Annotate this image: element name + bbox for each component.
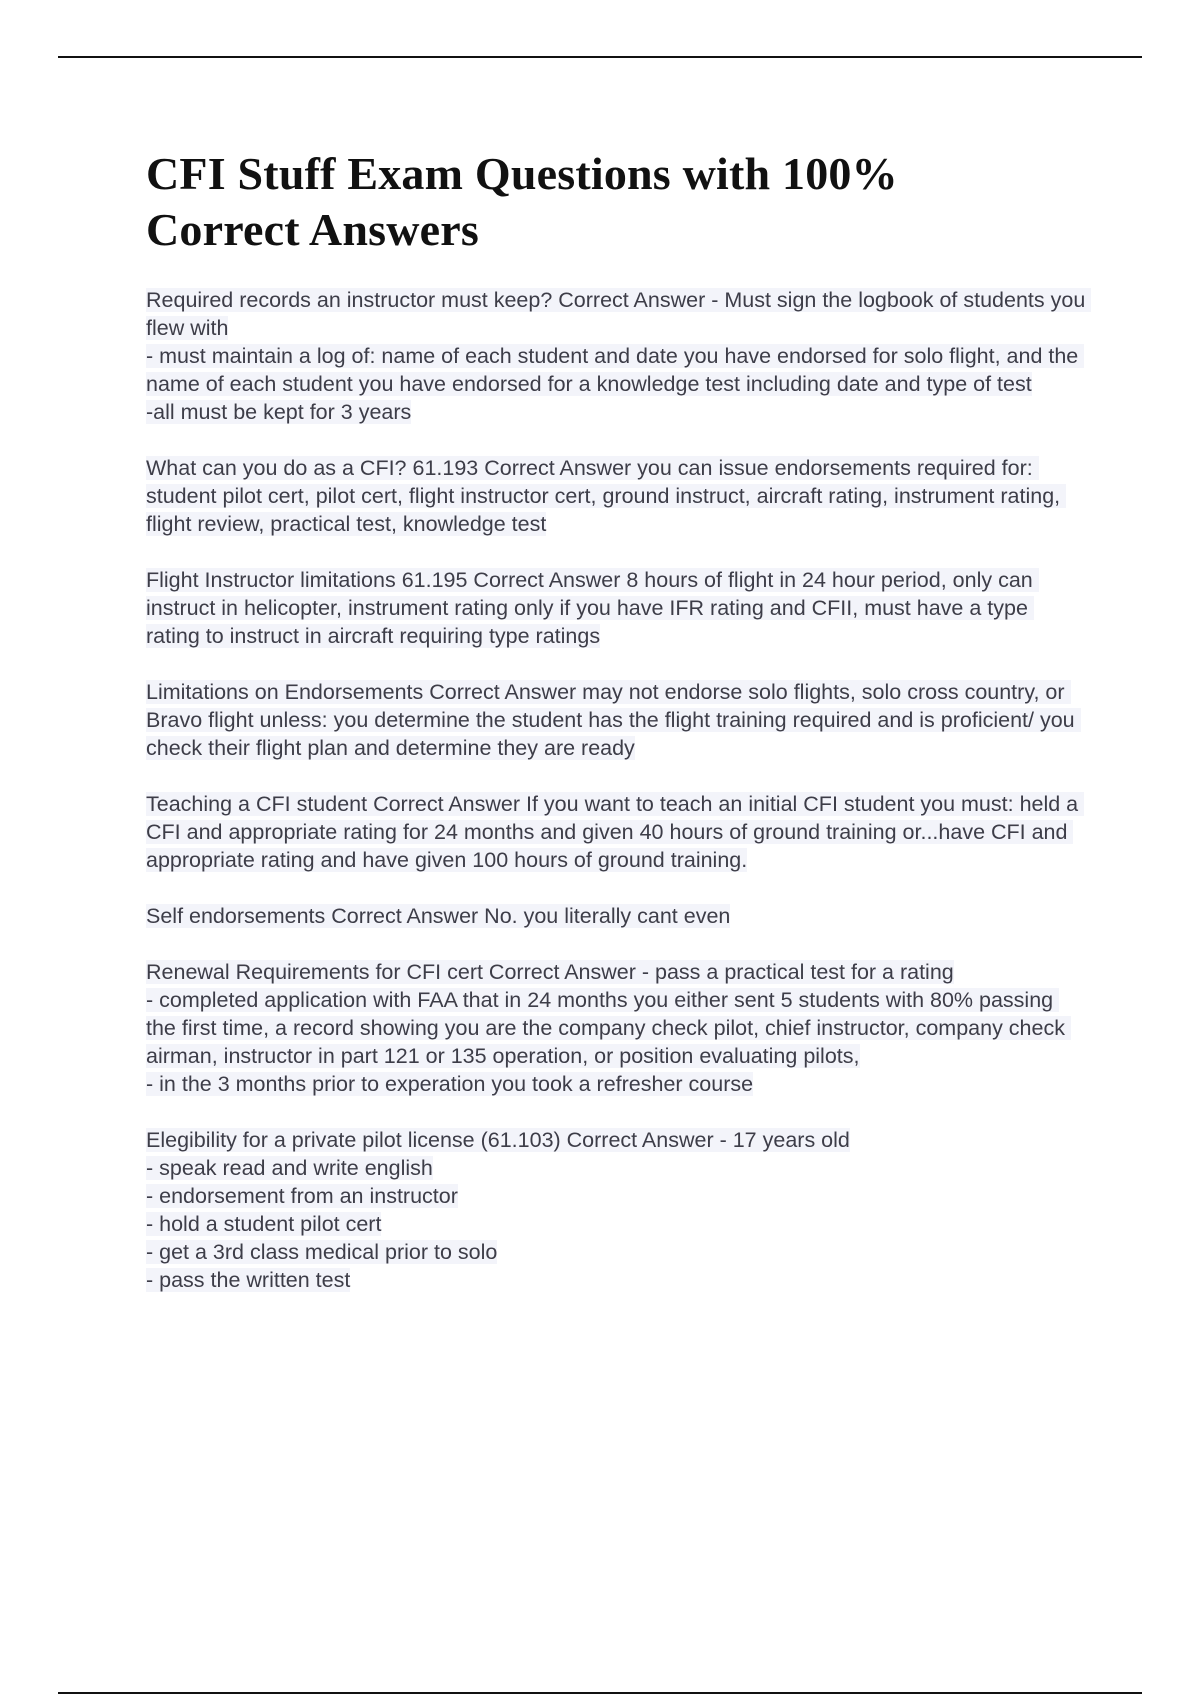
qa-text: Teaching a CFI student Correct Answer If you want to teach an initial CFI student you must: held a CFI and appropriate rating for 24 months and given 40 hours of ground training or...have CFI and appropriate rating and have given 100 hours of ground training. xyxy=(146,792,1085,872)
qa-text: Limitations on Endorsements Correct Answer may not endorse solo flights, solo cross country, or Bravo flight unless: you determine the student has the flight training required and is proficient/ you check their flight plan and determine they are ready xyxy=(146,680,1081,760)
qa-item-cfi-privileges xyxy=(146,454,1086,538)
header-rule xyxy=(58,56,1142,58)
qa-text: Renewal Requirements for CFI cert Correct Answer - pass a practical test for a rating xyxy=(146,960,954,984)
qa-text: Required records an instructor must keep? Correct Answer - Must sign the logbook of students you flew with xyxy=(146,288,1092,340)
document-body xyxy=(146,146,1092,1322)
qa-text: - pass the written test xyxy=(146,1268,351,1292)
footer-rule xyxy=(58,1692,1142,1694)
qa-text: -all must be kept for 3 years xyxy=(146,400,412,424)
qa-text: Elegibility for a private pilot license (61.103) Correct Answer - 17 years old xyxy=(146,1128,850,1152)
qa-item-renewal xyxy=(146,958,1086,1098)
qa-item-instructor-limitations xyxy=(146,566,1086,650)
qa-text: - endorsement from an instructor xyxy=(146,1184,458,1208)
page-title-line-2: Correct Answers xyxy=(146,204,479,255)
page-title-line-1: CFI Stuff Exam Questions with 100% xyxy=(146,148,898,199)
qa-text: - get a 3rd class medical prior to solo xyxy=(146,1240,498,1264)
qa-item-endorsement-limitations xyxy=(146,678,1086,762)
qa-text: Flight Instructor limitations 61.195 Correct Answer 8 hours of flight in 24 hour period, only can instruct in helicopter, instrument rating only if you have IFR rating and CFII, must have a type rating to instruct in aircraft requiring type ratings xyxy=(146,568,1039,648)
qa-item-records xyxy=(146,286,1092,426)
qa-text: What can you do as a CFI? 61.193 Correct Answer you can issue endorsements required for: student pilot cert, pilot cert, flight instructor cert, ground instruct, aircraft rating, instrument rating, flight review, practical test, knowledge test xyxy=(146,456,1067,536)
qa-item-teaching-cfi xyxy=(146,790,1086,874)
qa-item-private-pilot-eligibility xyxy=(146,1126,1086,1294)
qa-item-self-endorsements xyxy=(146,902,1086,930)
qa-text: - completed application with FAA that in 24 months you either sent 5 students with 80% passing the first time, a record showing you are the company check pilot, chief instructor, company check airman, instructor in part 121 or 135 operation, or position evaluating pilots, xyxy=(146,988,1071,1068)
page-title xyxy=(146,146,1086,258)
qa-text: - hold a student pilot cert xyxy=(146,1212,382,1236)
qa-text: - in the 3 months prior to experation you took a refresher course xyxy=(146,1072,754,1096)
qa-text: - must maintain a log of: name of each student and date you have endorsed for solo flight, and the name of each student you have endorsed for a knowledge test including date and type of test xyxy=(146,344,1085,396)
qa-text: - speak read and write english xyxy=(146,1156,433,1180)
qa-text: Self endorsements Correct Answer No. you literally cant even xyxy=(146,904,731,928)
